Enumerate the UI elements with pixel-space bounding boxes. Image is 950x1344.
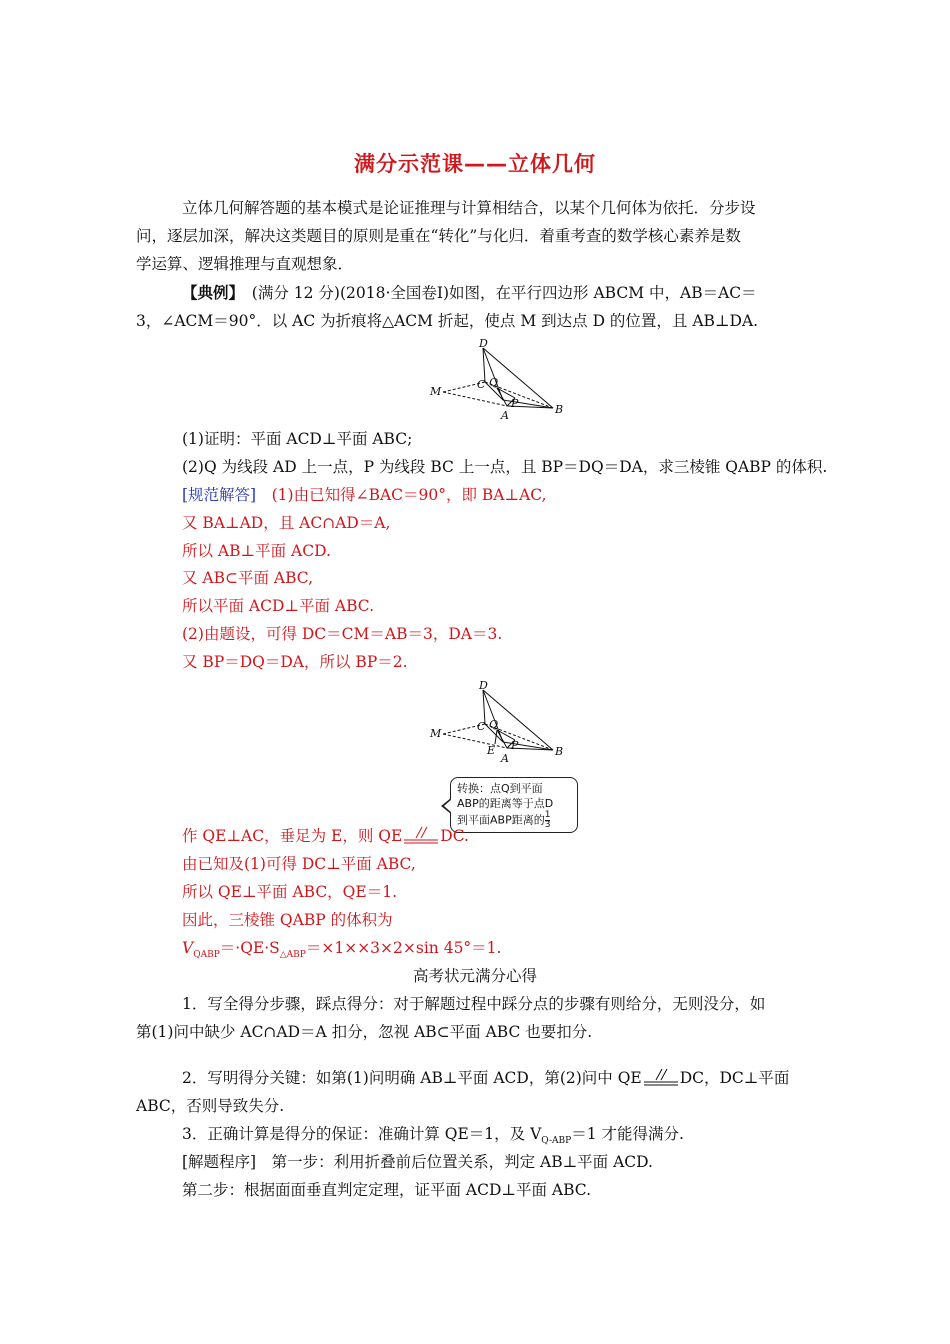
solution-step-3: 所以 AB⊥平面 ACD. <box>182 542 331 560</box>
solution-step-11: 因此，三棱锥 QABP 的体积为 <box>182 911 393 929</box>
label-m: M <box>430 385 442 398</box>
label-b: B <box>555 403 564 416</box>
label-p-2: P <box>511 739 519 752</box>
solution-step-7: 又 BP＝DQ＝DA，所以 BP＝2. <box>182 653 408 671</box>
solution-step-2: 又 BA⊥AD，且 AC∩AD＝A, <box>182 514 391 532</box>
summary-heading: 高考状元满分心得 <box>412 967 537 985</box>
solution-step-6: (2)由题设，可得 DC＝CM＝AB＝3，DA＝3. <box>182 625 503 643</box>
intro-line-2: 问，逐层加深，解决这类题目的原则是重在“转化”与化归．着重考查的数学核心素养是数 <box>136 227 741 245</box>
folded-figure-1 <box>425 336 575 426</box>
label-b-2: B <box>555 745 564 758</box>
solution-step-10: 所以 QE⊥平面 ABC，QE＝1. <box>182 883 397 901</box>
solution-step-9: 由已知及(1)可得 DC⊥平面 ABC, <box>182 855 416 873</box>
solution-tag: [规范解答] <box>182 486 257 504</box>
page-title: 满分示范课——立体几何 <box>354 152 596 176</box>
example-tag: 【典例】 <box>182 283 237 302</box>
intro-line-1: 立体几何解答题的基本模式是论证推理与计算相结合，以某个几何体为依托．分步设 <box>182 199 756 217</box>
summary-point-2a: 2．写明得分关键：如第(1)问明确 AB⊥平面 ACD，第(2)问中 QE DC，DC⊥平面 <box>182 1069 790 1087</box>
callout-line-2: ABP的距离等于点D <box>457 797 554 810</box>
label-e-2: E <box>487 744 496 757</box>
callout-fraction: $\frac{1}{3}$ <box>544 810 551 830</box>
example-line-2: 3，∠ACM＝90°．以 AC 为折痕将△ACM 折起，使点 M 到达点 D 的位置，且 AB⊥DA. <box>136 312 759 330</box>
label-m-2: M <box>430 727 442 740</box>
label-q-2: Q <box>489 718 499 731</box>
callout-line-3: 到平面ABP距离的 $\frac{1}{3}$ <box>457 810 551 830</box>
solution-step-4: 又 AB⊂平面 ABC, <box>182 569 314 587</box>
solution-line-1 <box>182 485 547 505</box>
summary-point-3: 3．正确计算是得分的保证：准确计算 QE＝1，及 $V_{Q-ABP}=1$ 才能得满分. <box>182 1125 684 1147</box>
summary-point-2b: ABC，否则导致失分. <box>136 1097 285 1115</box>
label-q: Q <box>489 376 499 389</box>
label-d-2: D <box>479 679 488 692</box>
label-c-2: C <box>477 720 486 733</box>
procedure-step-1: [解题程序] 第一步：利用折叠前后位置关系，判定 AB⊥平面 ACD. <box>182 1153 653 1171</box>
summary-point-1b: 第(1)问中缺少 AC∩AD＝A 扣分，忽视 AB⊂平面 ABC 也要扣分. <box>136 1023 593 1041</box>
parallel-equal-symbol <box>402 826 440 846</box>
solution-step-5: 所以平面 ACD⊥平面 ABC. <box>182 597 375 615</box>
parallel-equal-symbol-2 <box>642 1068 680 1088</box>
procedure-step-2: 第二步：根据面面垂直判定定理，证平面 ACD⊥平面 ABC. <box>182 1181 592 1199</box>
solution-step-1: (1)由已知得∠BAC＝90°，即 BA⊥AC, <box>271 486 547 504</box>
summary-point-1a: 1．写全得分步骤，踩点得分：对于解题过程中踩分点的步骤有则给分，无则没分，如 <box>182 995 766 1013</box>
example-text-1: (满分 12 分)(2018·全国卷Ⅰ)如图，在平行四边形 ABCM 中，AB＝AC＝ <box>251 284 757 302</box>
label-d: D <box>479 337 488 350</box>
label-c: C <box>477 378 486 391</box>
label-a-2: A <box>501 752 509 765</box>
solution-step-12: $V_{QABP}=\cdot QE\cdot S_{\triangle ABP}=\times 1\times\times 3\times 2\times\sin$ 45°＝1. <box>182 939 502 961</box>
intro-line-3: 学运算、逻辑推理与直观想象． <box>136 255 354 273</box>
callout-bubble <box>450 777 578 833</box>
solution-step-8: 作 QE⊥AC，垂足为 E，则 QE DC. <box>182 827 469 845</box>
label-p: P <box>511 397 519 410</box>
folded-figure-2 <box>425 678 575 768</box>
callout-line-1: 转换：点Q到平面 <box>457 782 543 795</box>
question-1: (1)证明：平面 ACD⊥平面 ABC; <box>182 430 413 448</box>
example-line-1 <box>182 283 757 303</box>
question-2: (2)Q 为线段 AD 上一点，P 为线段 BC 上一点，且 BP＝DQ＝DA，求三棱锥 QABP 的体积. <box>182 458 828 476</box>
label-a: A <box>501 409 509 422</box>
